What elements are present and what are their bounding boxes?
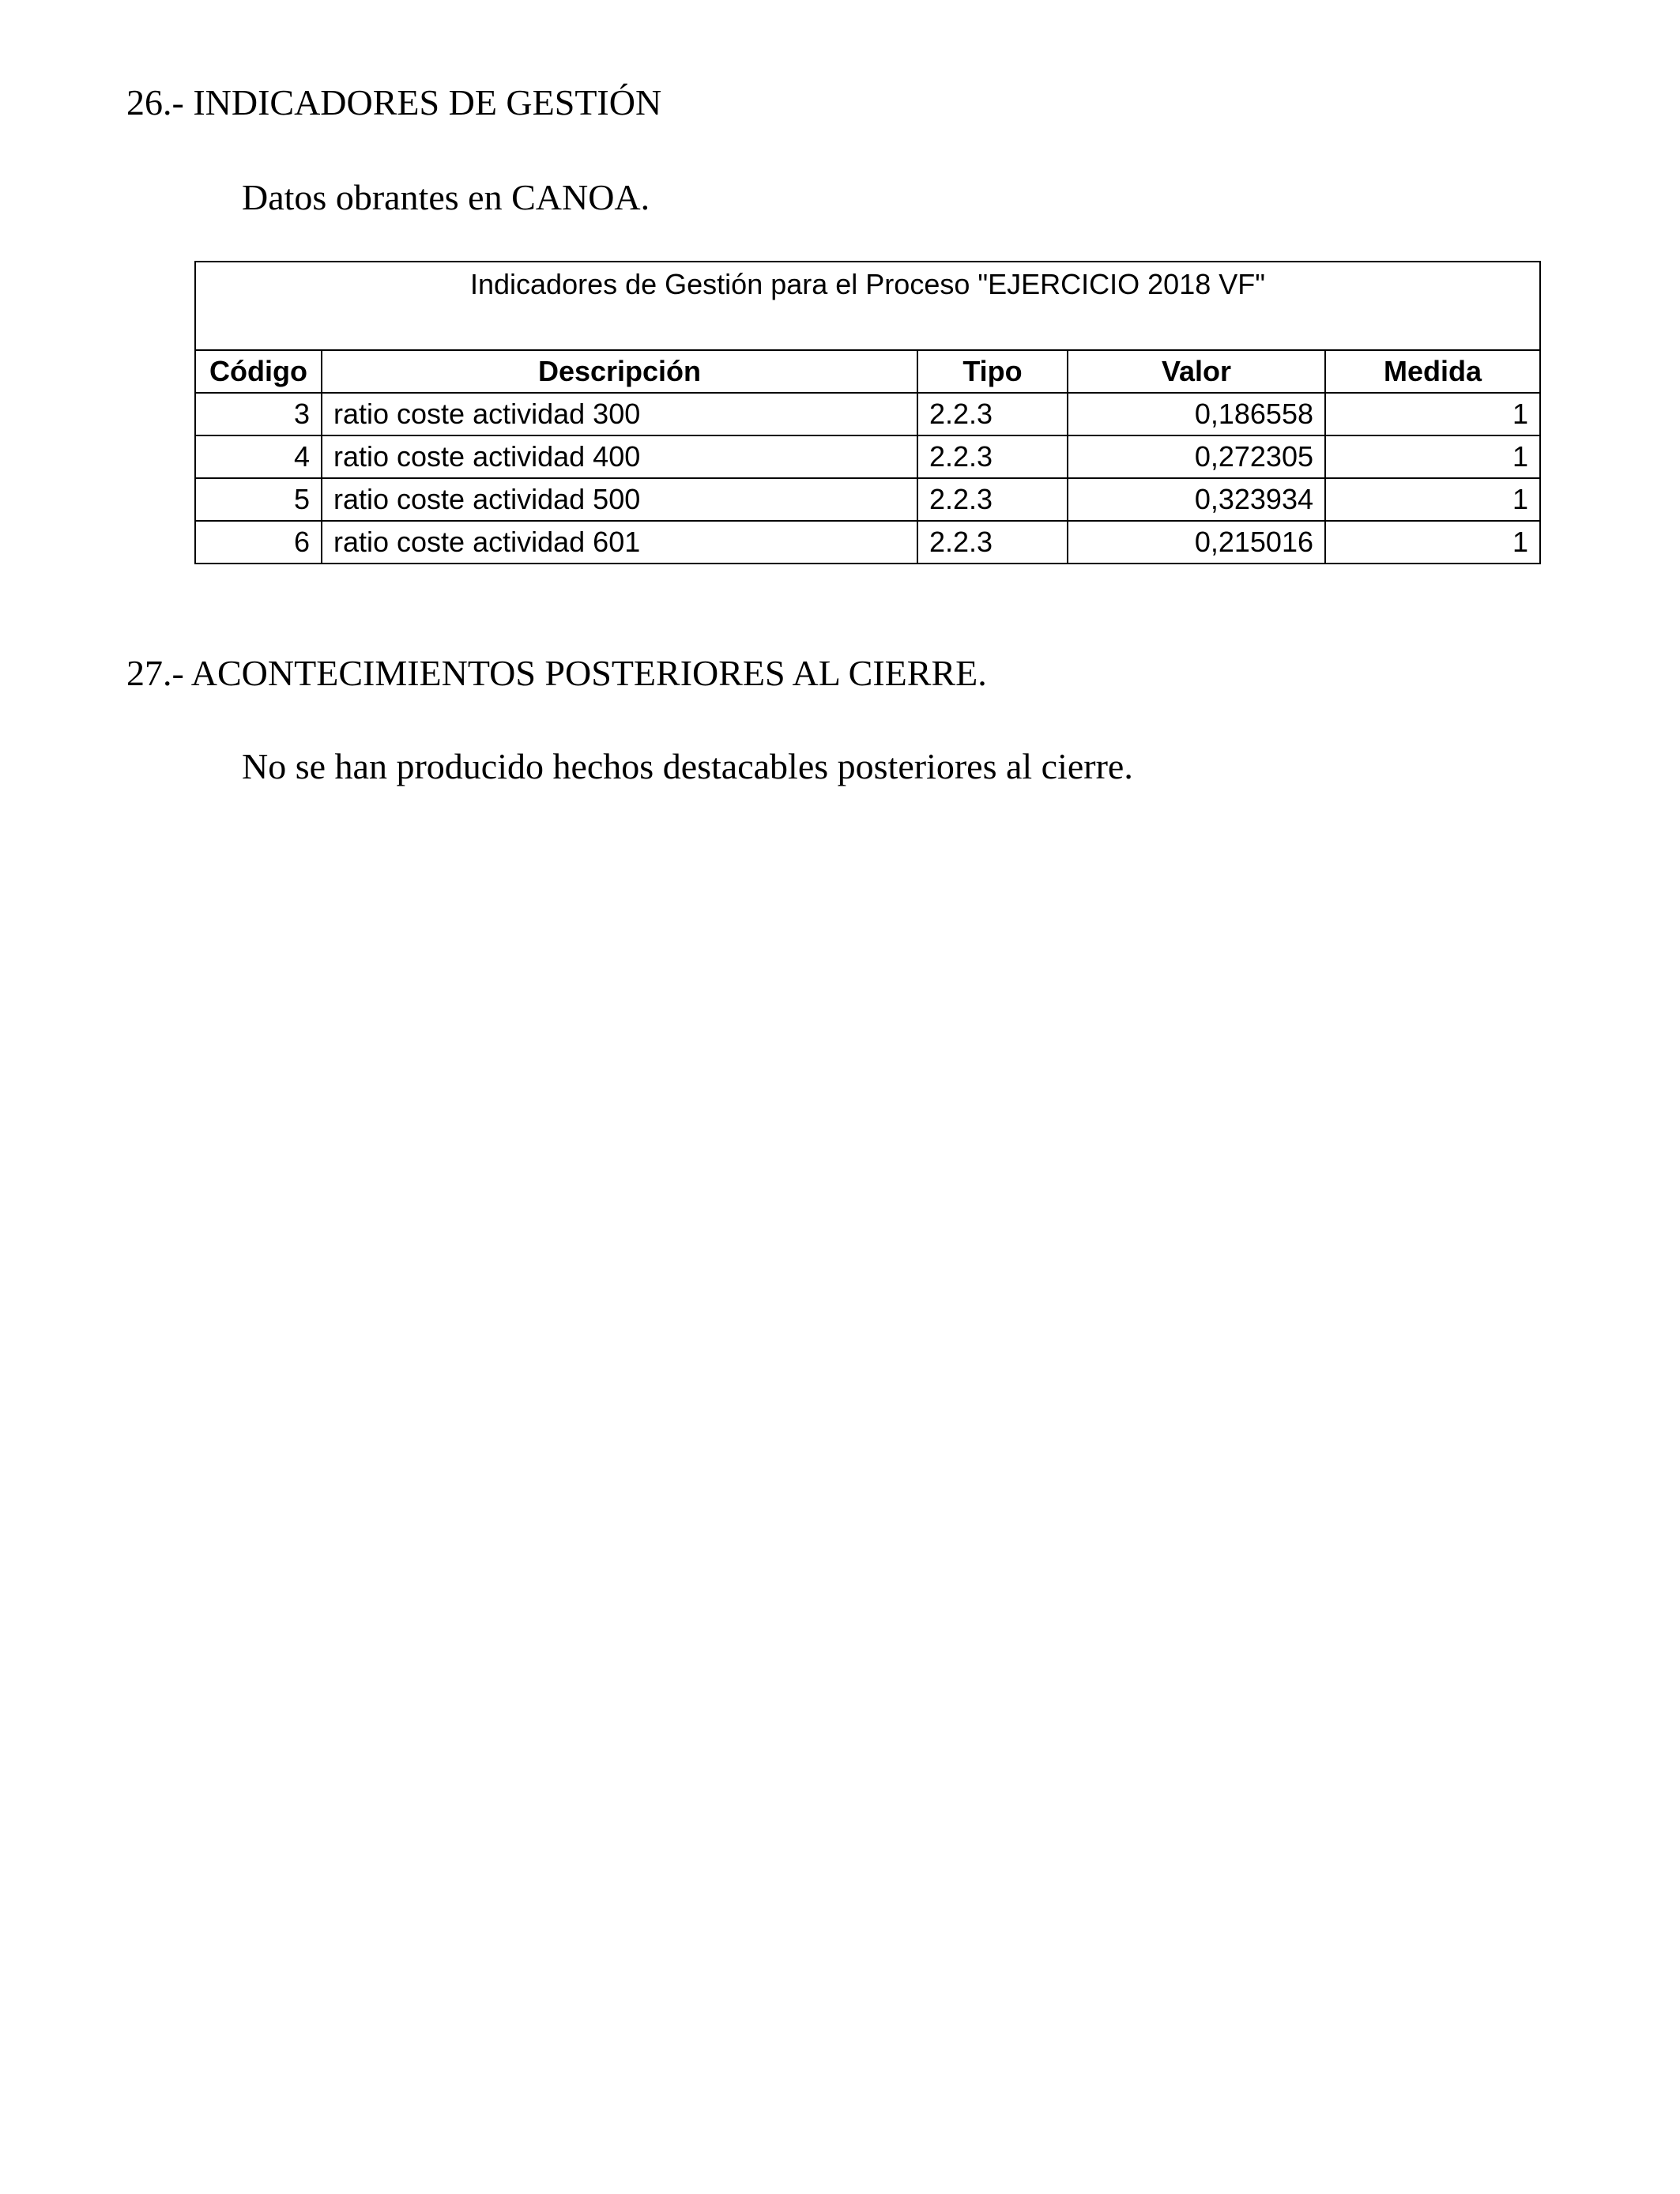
cell-codigo: 3 xyxy=(195,393,322,435)
column-header-medida: Medida xyxy=(1325,350,1540,393)
section-26-heading: 26.- INDICADORES DE GESTIÓN xyxy=(126,82,662,123)
indicators-table-container xyxy=(194,261,1539,564)
column-header-valor: Valor xyxy=(1068,350,1325,393)
cell-tipo: 2.2.3 xyxy=(917,393,1068,435)
cell-codigo: 5 xyxy=(195,478,322,521)
cell-medida: 1 xyxy=(1325,393,1540,435)
cell-codigo: 6 xyxy=(195,521,322,564)
cell-valor: 0,272305 xyxy=(1068,435,1325,478)
column-header-codigo: Código xyxy=(195,350,322,393)
cell-codigo: 4 xyxy=(195,435,322,478)
column-header-tipo: Tipo xyxy=(917,350,1068,393)
cell-valor: 0,323934 xyxy=(1068,478,1325,521)
section-26-paragraph: Datos obrantes en CANOA. xyxy=(242,177,650,217)
cell-valor: 0,186558 xyxy=(1068,393,1325,435)
indicators-table xyxy=(194,261,1541,564)
cell-descripcion: ratio coste actividad 300 xyxy=(322,393,917,435)
cell-tipo: 2.2.3 xyxy=(917,435,1068,478)
table-caption: Indicadores de Gestión para el Proceso "EJERCICIO 2018 VF" xyxy=(195,262,1540,350)
column-header-descripcion: Descripción xyxy=(322,350,917,393)
cell-descripcion: ratio coste actividad 500 xyxy=(322,478,917,521)
cell-descripcion: ratio coste actividad 601 xyxy=(322,521,917,564)
section-27-heading: 27.- ACONTECIMIENTOS POSTERIORES AL CIERRE. xyxy=(126,653,987,693)
table-caption-row xyxy=(195,262,1540,350)
table-row xyxy=(195,521,1540,564)
cell-valor: 0,215016 xyxy=(1068,521,1325,564)
table-row xyxy=(195,478,1540,521)
table-row xyxy=(195,393,1540,435)
cell-medida: 1 xyxy=(1325,521,1540,564)
cell-descripcion: ratio coste actividad 400 xyxy=(322,435,917,478)
cell-medida: 1 xyxy=(1325,435,1540,478)
table-header-row xyxy=(195,350,1540,393)
cell-tipo: 2.2.3 xyxy=(917,478,1068,521)
cell-medida: 1 xyxy=(1325,478,1540,521)
table-row xyxy=(195,435,1540,478)
section-27-paragraph: No se han producido hechos destacables posteriores al cierre. xyxy=(242,746,1133,786)
cell-tipo: 2.2.3 xyxy=(917,521,1068,564)
